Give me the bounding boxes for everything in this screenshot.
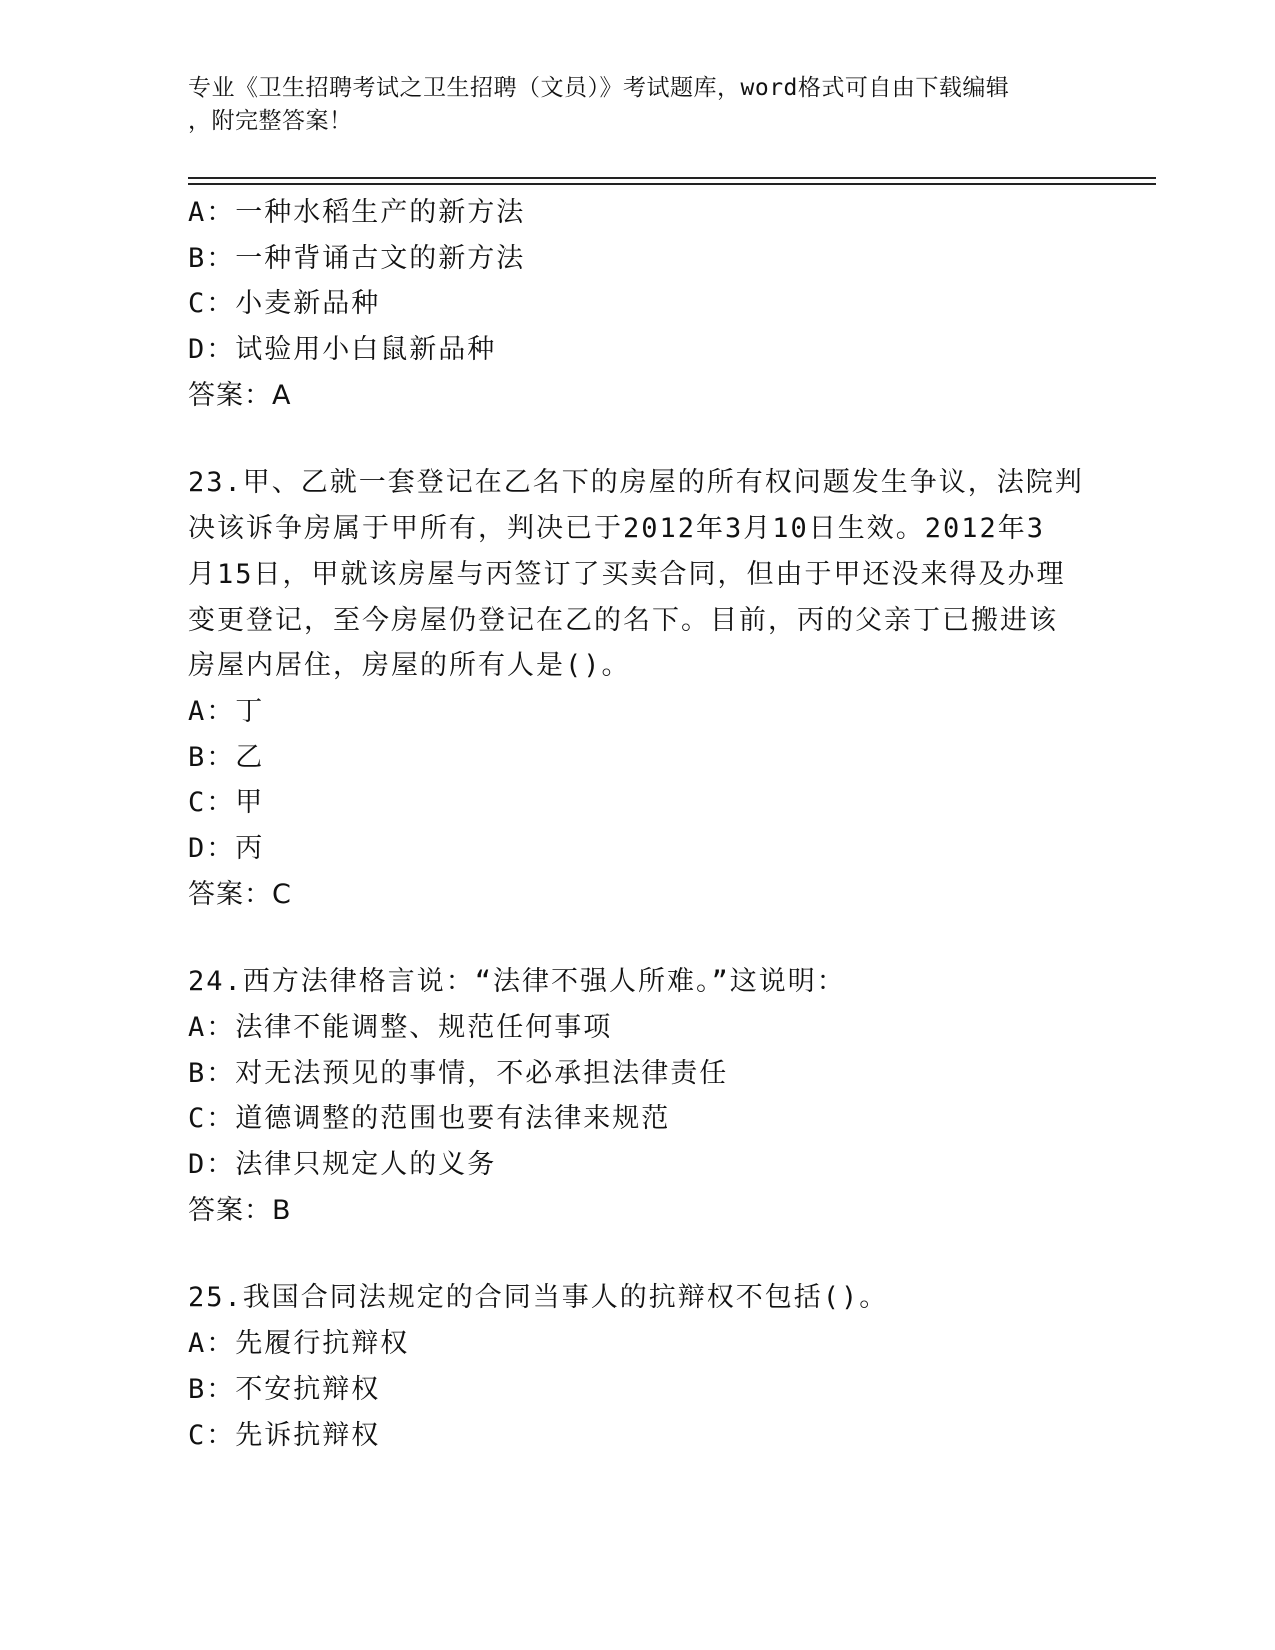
stem-line: 房屋内居住，房屋的所有人是()。 — [188, 650, 631, 682]
option-a: A：一种水稻生产的新方法 — [188, 197, 526, 228]
option-d: D：丙 — [188, 832, 265, 864]
option-b: B：乙 — [188, 741, 265, 773]
divider-line-top — [188, 177, 1156, 179]
option-c: C：道德调整的范围也要有法律来规范 — [188, 1103, 671, 1135]
option-d: D：试验用小白鼠新品种 — [188, 334, 497, 366]
spacer — [188, 418, 1088, 460]
question-22 — [188, 190, 1088, 418]
stem-line: 变更登记，至今房屋仍登记在乙的名下。目前，丙的父亲丁已搬进该 — [188, 604, 1058, 636]
question-stem: 24.西方法律格言说：“法律不强人所难。”这说明： — [188, 966, 846, 998]
option-b: B：不安抗辩权 — [188, 1373, 381, 1405]
header-line-2: ，附完整答案！ — [188, 108, 353, 134]
question-23 — [188, 460, 1088, 917]
option-a: A：丁 — [188, 695, 265, 727]
option-a: A：法律不能调整、规范任何事项 — [188, 1012, 613, 1043]
option-b: B：一种背诵古文的新方法 — [188, 242, 526, 274]
option-b: B：对无法预见的事情，不必承担法律责任 — [188, 1057, 729, 1089]
option-c: C：小麦新品种 — [188, 288, 381, 320]
option-c: C：甲 — [188, 787, 265, 819]
stem-line: 月15日，甲就该房屋与丙签订了买卖合同，但由于甲还没来得及办理 — [188, 558, 1066, 590]
spacer — [188, 917, 1088, 959]
answer-line: 答案：A — [188, 379, 292, 411]
option-c: C：先诉抗辩权 — [188, 1419, 381, 1451]
divider-line-bottom — [188, 183, 1156, 185]
option-d: D：法律只规定人的义务 — [188, 1149, 497, 1181]
option-a: A：先履行抗辩权 — [188, 1328, 410, 1360]
question-24 — [188, 959, 1088, 1233]
header-line-1: 专业《卫生招聘考试之卫生招聘（文员）》考试题库，word格式可自由下载编辑 — [188, 75, 1010, 101]
stem-line: 23.甲、乙就一套登记在乙名下的房屋的所有权问题发生争议，法院判 — [188, 467, 1084, 499]
answer-line: 答案：C — [188, 878, 292, 910]
stem-line: 决该诉争房属于甲所有，判决已于2012年3月10日生效。2012年3 — [188, 513, 1046, 545]
question-stem — [188, 460, 1088, 688]
header-divider — [188, 177, 1156, 189]
spacer — [188, 1233, 1088, 1275]
question-stem: 25.我国合同法规定的合同当事人的抗辩权不包括()。 — [188, 1282, 889, 1314]
document-header — [188, 72, 1088, 138]
question-25 — [188, 1275, 1088, 1458]
answer-line: 答案：B — [188, 1194, 292, 1226]
question-list — [188, 190, 1088, 1458]
